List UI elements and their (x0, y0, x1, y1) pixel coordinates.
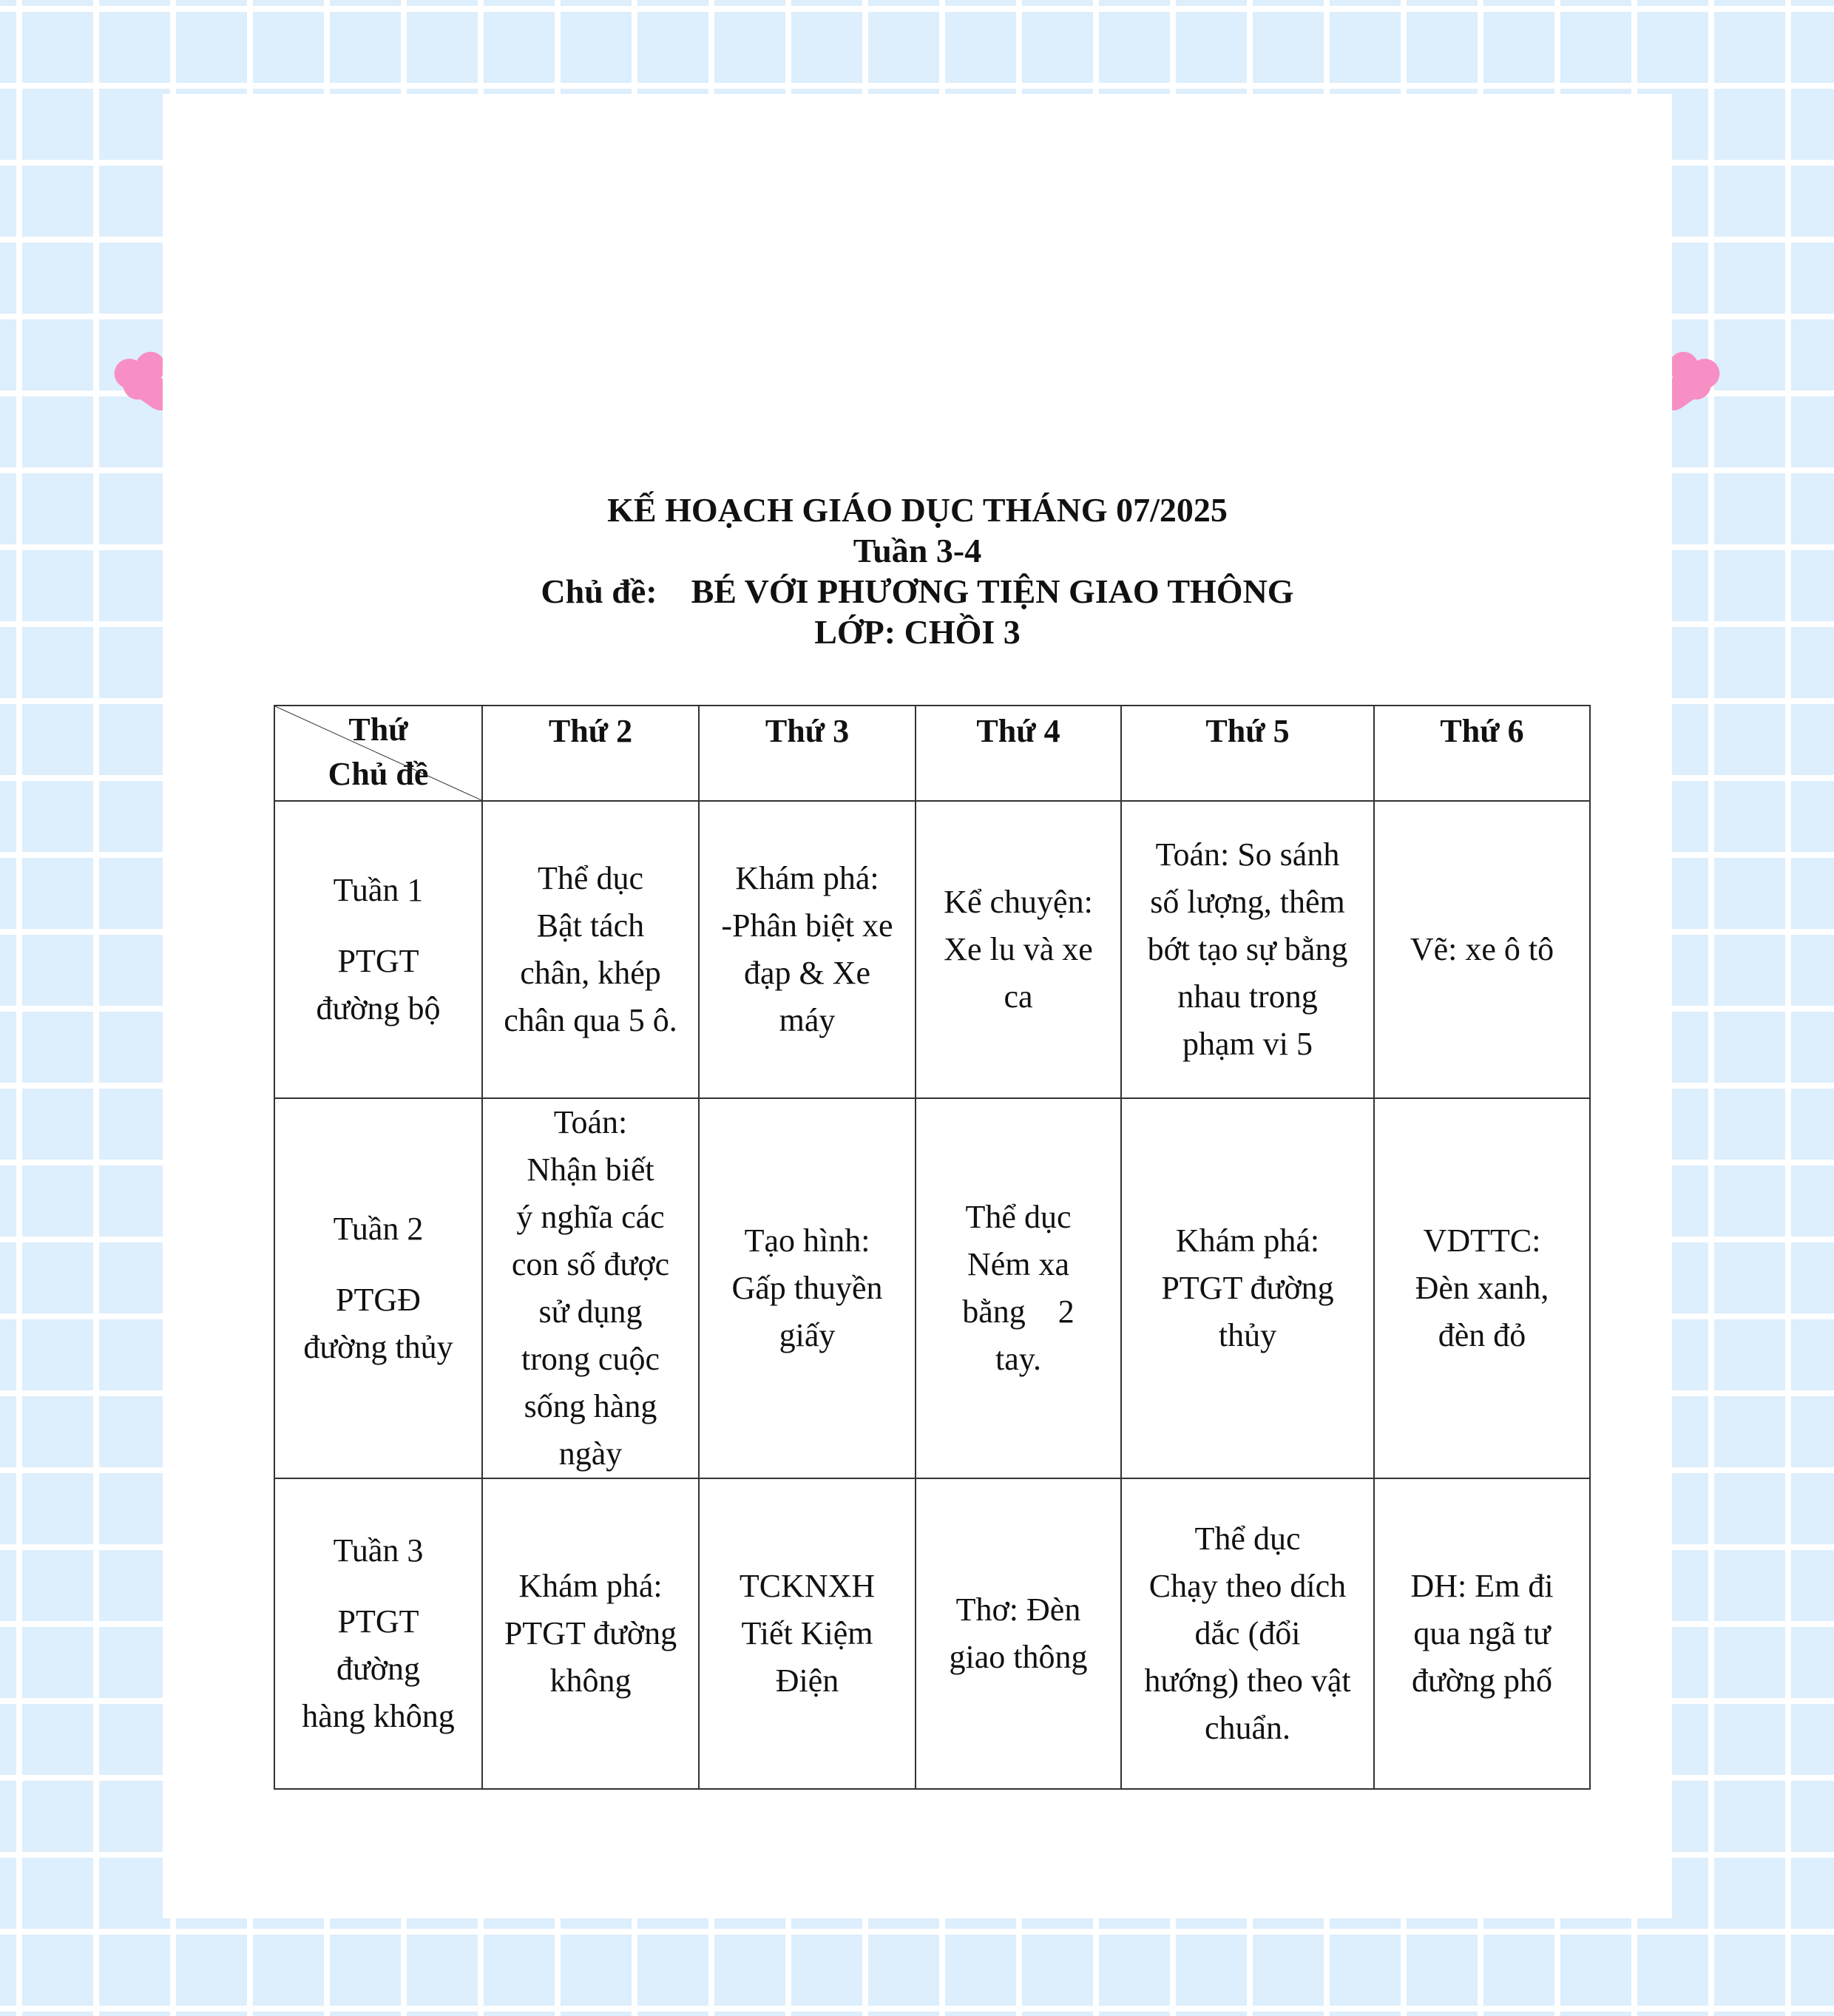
day-header: Thứ 5 (1121, 706, 1374, 801)
activity-text-line: thủy (1218, 1317, 1277, 1353)
activity-text-line: Khám phá: (735, 860, 879, 896)
activity-text-line: VDTTC: (1423, 1222, 1541, 1259)
activity-text-line: Toán: (553, 1104, 628, 1140)
activity-text-line: Tạo hình: (744, 1222, 870, 1259)
activity-text-line: bớt tạo sự bằng (1147, 931, 1348, 967)
topic-label-line: PTGĐ (336, 1282, 421, 1318)
activity-text-line: Kể chuyện: (944, 884, 1093, 920)
corner-header-cell (274, 706, 482, 801)
week-label: Tuần 1 (333, 872, 424, 908)
activity-text-line: đường phố (1411, 1662, 1553, 1699)
activity-text-line: hướng) theo vật (1144, 1662, 1351, 1699)
activity-text-line: Thể dục (538, 860, 643, 896)
activity-text-line: sử dụng (538, 1293, 643, 1330)
week-topic-cell (274, 1478, 482, 1789)
activity-cell (1121, 1098, 1374, 1478)
lesson-plan-table (274, 705, 1591, 1790)
topic-label-line: đường thủy (303, 1329, 453, 1365)
activity-text-line: phạm vi 5 (1182, 1026, 1313, 1062)
activity-text-line: qua ngã tư (1413, 1615, 1551, 1651)
activity-text-line: Khám phá: (1175, 1222, 1320, 1259)
activity-cell (1121, 801, 1374, 1098)
week-label: Tuần 2 (333, 1211, 424, 1247)
activity-cell (482, 1478, 699, 1789)
activity-text-line: ngày (558, 1435, 623, 1472)
activity-cell (916, 1098, 1121, 1478)
activity-text-line: DH: Em đi (1410, 1568, 1554, 1604)
day-header: Thứ 4 (916, 706, 1121, 801)
activity-text-line: bằng 2 (962, 1293, 1075, 1330)
week-label: Tuần 3 (333, 1532, 424, 1569)
diagonal-divider (275, 706, 481, 800)
topic-label-line: hàng không (302, 1698, 455, 1734)
activity-cell (482, 801, 699, 1098)
activity-text-line: PTGT đường (504, 1615, 677, 1651)
week-topic-cell (274, 1098, 482, 1478)
activity-text-line: Toán: So sánh (1155, 836, 1340, 873)
activity-text-line: đèn đỏ (1438, 1317, 1526, 1353)
document-heading (163, 490, 1672, 652)
activity-text-line: máy (779, 1002, 836, 1038)
activity-cell (916, 1478, 1121, 1789)
activity-text-line: sống hàng (524, 1388, 657, 1424)
activity-cell (1374, 1478, 1590, 1789)
activity-text-line: Xe lu và xe (944, 931, 1093, 967)
table-row (274, 801, 1590, 1098)
activity-text-line: Bật tách (536, 907, 645, 944)
activity-text-line: Thơ: Đèn (955, 1592, 1081, 1628)
corner-day-label: Thứ (348, 711, 408, 748)
activity-text-line: Ném xa (967, 1246, 1070, 1282)
activity-cell (482, 1098, 699, 1478)
topic-label-line: PTGT (337, 943, 419, 979)
day-header: Thứ 2 (482, 706, 699, 801)
activity-text-line: Thể dục (1194, 1521, 1301, 1557)
activity-text-line: số lượng, thêm (1150, 884, 1345, 920)
activity-text-line: tay. (995, 1341, 1041, 1377)
heading-line-3: Chủ đề: BÉ VỚI PHƯƠNG TIỆN GIAO THÔNG (541, 572, 1294, 610)
activity-text-line: không (549, 1662, 632, 1699)
activity-text-line: đạp & Xe (743, 955, 871, 991)
activity-cell (1121, 1478, 1374, 1789)
activity-text-line: Thể dục (965, 1199, 1072, 1235)
day-header: Thứ 3 (699, 706, 916, 801)
heading-line-4: LỚP: CHỒI 3 (814, 613, 1021, 651)
heading-line-2: Tuần 3-4 (853, 532, 982, 569)
table-header-row (274, 706, 1590, 801)
week-topic-cell (274, 801, 482, 1098)
table-row (274, 1478, 1590, 1789)
activity-cell (916, 801, 1121, 1098)
activity-text-line: Gấp thuyền (731, 1270, 883, 1306)
activity-text-line: Chạy theo dích (1148, 1568, 1347, 1604)
topic-label-line: PTGT (337, 1603, 419, 1640)
activity-text-line: dắc (đổi (1194, 1615, 1301, 1651)
activity-text-line: -Phân biệt xe (721, 907, 893, 944)
topic-label-line: đường (336, 1651, 421, 1687)
activity-text-line: Điện (775, 1662, 839, 1699)
activity-text-line: nhau trong (1177, 978, 1318, 1015)
activity-text-line: TCKNXH (739, 1568, 876, 1604)
corner-topic-label: Chủ đề (328, 756, 429, 792)
activity-cell (699, 801, 916, 1098)
activity-text-line: ca (1004, 978, 1033, 1015)
activity-text-line: giao thông (949, 1639, 1088, 1675)
activity-text-line: Tiết Kiệm (741, 1615, 873, 1651)
activity-text-line: PTGT đường (1161, 1270, 1334, 1306)
activity-text-line: chân qua 5 ô. (504, 1002, 677, 1038)
table-row (274, 1098, 1590, 1478)
activity-cell (699, 1098, 916, 1478)
document-page (163, 94, 1672, 1918)
activity-text-line: Khám phá: (518, 1568, 663, 1604)
activity-text-line: ý nghĩa các (516, 1199, 665, 1235)
activity-cell (699, 1478, 916, 1789)
heading-line-1: KẾ HOẠCH GIÁO DỤC THÁNG 07/2025 (607, 491, 1228, 529)
activity-text-line: chân, khép (520, 955, 661, 991)
activity-text-line: Nhận biết (527, 1151, 654, 1188)
topic-label-line: đường bộ (316, 990, 441, 1026)
activity-text-line: trong cuộc (521, 1341, 660, 1377)
activity-cell (1374, 801, 1590, 1098)
activity-text-line: giấy (779, 1317, 836, 1353)
day-header: Thứ 6 (1374, 706, 1590, 801)
activity-text-line: Vẽ: xe ô tô (1410, 931, 1554, 967)
activity-text-line: Đèn xanh, (1415, 1270, 1549, 1306)
activity-cell (1374, 1098, 1590, 1478)
activity-text-line: con số được (511, 1246, 670, 1282)
activity-text-line: chuẩn. (1204, 1710, 1291, 1746)
